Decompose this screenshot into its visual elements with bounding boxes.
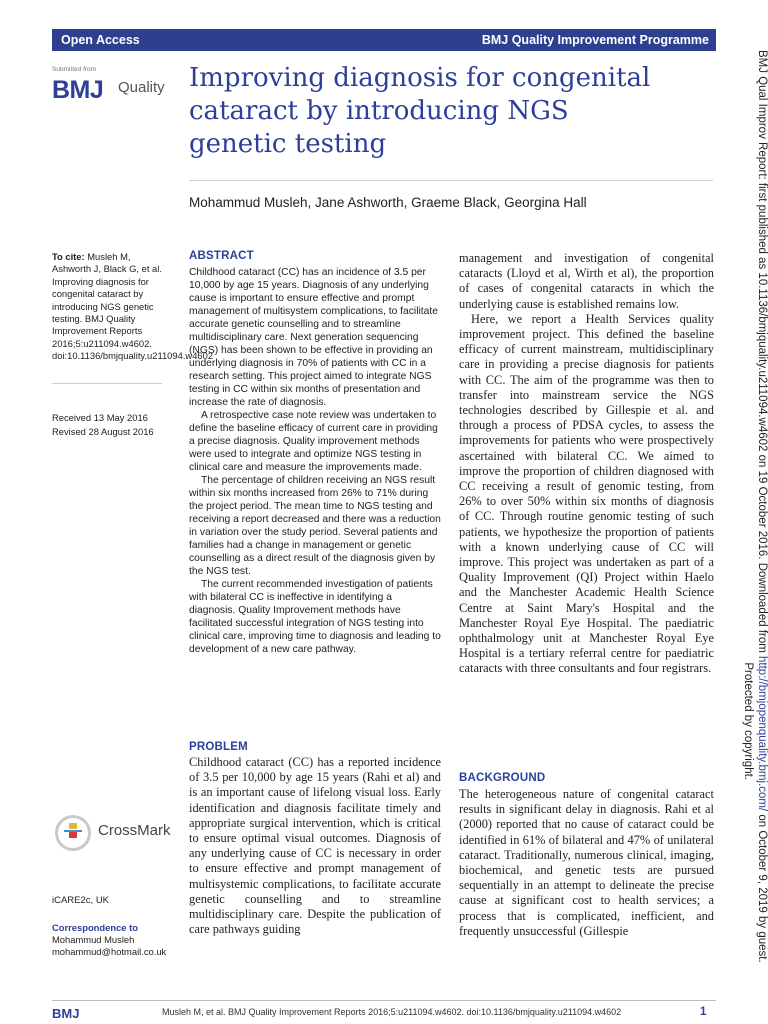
author-list: Mohammud Musleh, Jane Ashworth, Graeme Black, Georgina Hall <box>189 195 587 210</box>
icare-label: iCARE2c, UK <box>52 895 110 906</box>
footer-bmj-logo: BMJ <box>52 1006 80 1021</box>
background-body <box>459 787 714 939</box>
download-note-part2: on October 9, 2019 by guest. <box>756 811 768 963</box>
header-banner <box>52 29 716 51</box>
body-paragraph: Here, we report a Health Services quality improvement project. This defined the baseline efficacy of current mainstream, multidisciplinary care in providing a precise diagnosis for patients with CC. The aim of the programme was then to transfer into mainstream service the NGS technologies described by Gillespie et al. and through a process of PDSA cycles, to assess the improvements for patients who were prospectively ascertained with bilateral CC. We aimed to improve the proportion of children diagnosed with CC receiving a result of genomic testing, from 26% to over 50% within six months of diagnosis of CC. Through routine genomic testing of such patients, we hypothesize the proportion of patients with a known underlying cause of CC will improve. This project was undertaken as part of a Quality Improvement (QI) Project within Haelo and the Manchester Academic Health Science Centre at Saint Mary's Hospital and the Manchester Royal Eye Hospital. The paediatric ophthalmology unit at Manchester Royal Eye Hospital is a tertiary referral centre for paediatric cataracts with three consultants and four registrars. <box>459 311 714 676</box>
page-number: 1 <box>700 1006 707 1018</box>
abstract-body <box>189 266 441 656</box>
abstract-paragraph: The percentage of children receiving an NGS result within six months increased from 26% to 71% during the project period. The mean time to NGS testing and receiving a report decreased and there was a reduction in variation over the study period. Several patients and families had a change in management or genetic counselling as a direct result of the diagnosis given by the NGS test. <box>189 475 441 577</box>
background-heading: BACKGROUND <box>459 772 546 784</box>
open-access-label: Open Access <box>61 33 140 47</box>
problem-heading: PROBLEM <box>189 741 248 753</box>
vertical-download-note <box>738 50 768 1000</box>
copyright-note: Protected by copyright. <box>742 662 755 780</box>
received-date: Received 13 May 2016 <box>52 412 148 423</box>
right-column-body <box>459 251 714 677</box>
programme-label: BMJ Quality Improvement Programme <box>481 33 709 47</box>
background-paragraph: The heterogeneous nature of congenital cataract results in significant delay in diagnosis. Rahi et al (2000) reported that no cause of cataract could be identified in 61% of bilateral and 47% of unilateral cataract. Traditionally, numerous clinical, imaging, biochemical, and genetic tests are pursued sequentially in an attempt to delineate the precise cause at significant cost to health services; a process that is complicated, inefficient, and frequently unsuccessful (Gillespie <box>459 787 714 938</box>
side-divider <box>52 383 162 384</box>
bmj-quality-logo <box>52 66 182 116</box>
logo-quality: Quality <box>118 79 165 96</box>
problem-paragraph: Childhood cataract (CC) has a reported incidence of 3.5 per 10,000 by age 15 years (Rahi et al) and is an important cause of lifelong visual loss. Early identification and diagnosis facilitate timely and appropriate surgical intervention, which is critical to ensure optimal visual outcomes. Diagnosis of any underlying cause of CC is necessary in order to ensure effective and prompt management of multisystemic complications, to facilitate accurate genetic counselling and to streamline multidisciplinary care. Despite the publication of care pathways guiding <box>189 755 441 937</box>
article-title: Improving diagnosis for congenital cataract by introducing NGS genetic testing <box>189 63 651 159</box>
title-divider <box>189 180 713 181</box>
footer-divider <box>52 1000 716 1001</box>
to-cite-text: Musleh M, Ashworth J, Black G, et al. Improving diagnosis for congenital cataract by introducing NGS genetic testing. BMJ Quality Improvement Reports 2016;5:u211094.w4602. doi:10.1136/bmjquality.u211094.w4602 <box>52 251 214 362</box>
correspondence-block <box>52 922 172 958</box>
to-cite-block <box>52 251 214 363</box>
submitted-from-label: Submitted from <box>52 66 97 73</box>
download-note-line1 <box>755 50 768 1000</box>
revised-date: Revised 28 August 2016 <box>52 425 154 437</box>
journal-link[interactable]: http://bmjopenquality.bmj.com/ <box>756 656 768 812</box>
correspondence-label: Correspondence to <box>52 922 138 933</box>
abstract-paragraph: A retrospective case note review was undertaken to define the baseline efficacy of current care in providing a precise diagnosis. Quality improvement methods were used to integrate and optimize NGS testing in clinical care and measure the improvements made. <box>189 410 438 473</box>
footer-citation: Musleh M, et al. BMJ Quality Improvement Reports 2016;5:u211094.w4602. doi:10.1136/bmjquality.u211094.w4602 <box>162 1007 622 1017</box>
body-paragraph: management and investigation of congenital cataracts (Lloyd et al, Wirth et al), the proportion of cases of congenital cataracts in which the underlying cause is established remains low. <box>459 251 714 311</box>
dates-block <box>52 411 154 438</box>
crossmark-badge[interactable] <box>52 812 171 858</box>
abstract-paragraph: The current recommended investigation of patients with bilateral CC is ineffective in identifying a diagnosis. Quality Improvement methods have facilitated successful integration of NGS testing into clinical care, improving time to diagnosis and leading to development of a new care pathway. <box>189 579 441 655</box>
abstract-heading: ABSTRACT <box>189 250 254 262</box>
correspondence-email[interactable]: mohammud@hotmail.co.uk <box>52 946 167 957</box>
problem-body <box>189 755 441 937</box>
crossmark-label: CrossMark <box>98 822 171 839</box>
to-cite-label: To cite: <box>52 251 85 262</box>
abstract-paragraph: Childhood cataract (CC) has an incidence of 3.5 per 10,000 by age 15 years. Diagnosis of any underlying cause is important to ensure effective and prompt management of multisystem complications, to facilitate accurate genetic counselling and to streamline multidisciplinary care. Next generation sequencing (NGS) has been shown to be effective in providing an underlying diagnosis in 70% of patients with CC in a research setting. This project aimed to integrate NGS testing in CC within six months of presentation and increase the rate of diagnosis. <box>189 267 438 408</box>
logo-bmj: BMJ <box>52 76 104 104</box>
download-note-part1: BMJ Qual Improv Report: first published as 10.1136/bmjquality.u211094.w4602 on 19 October 2016. Downloaded from <box>756 50 768 657</box>
crossmark-icon <box>55 815 91 851</box>
correspondence-name: Mohammud Musleh <box>52 934 135 945</box>
